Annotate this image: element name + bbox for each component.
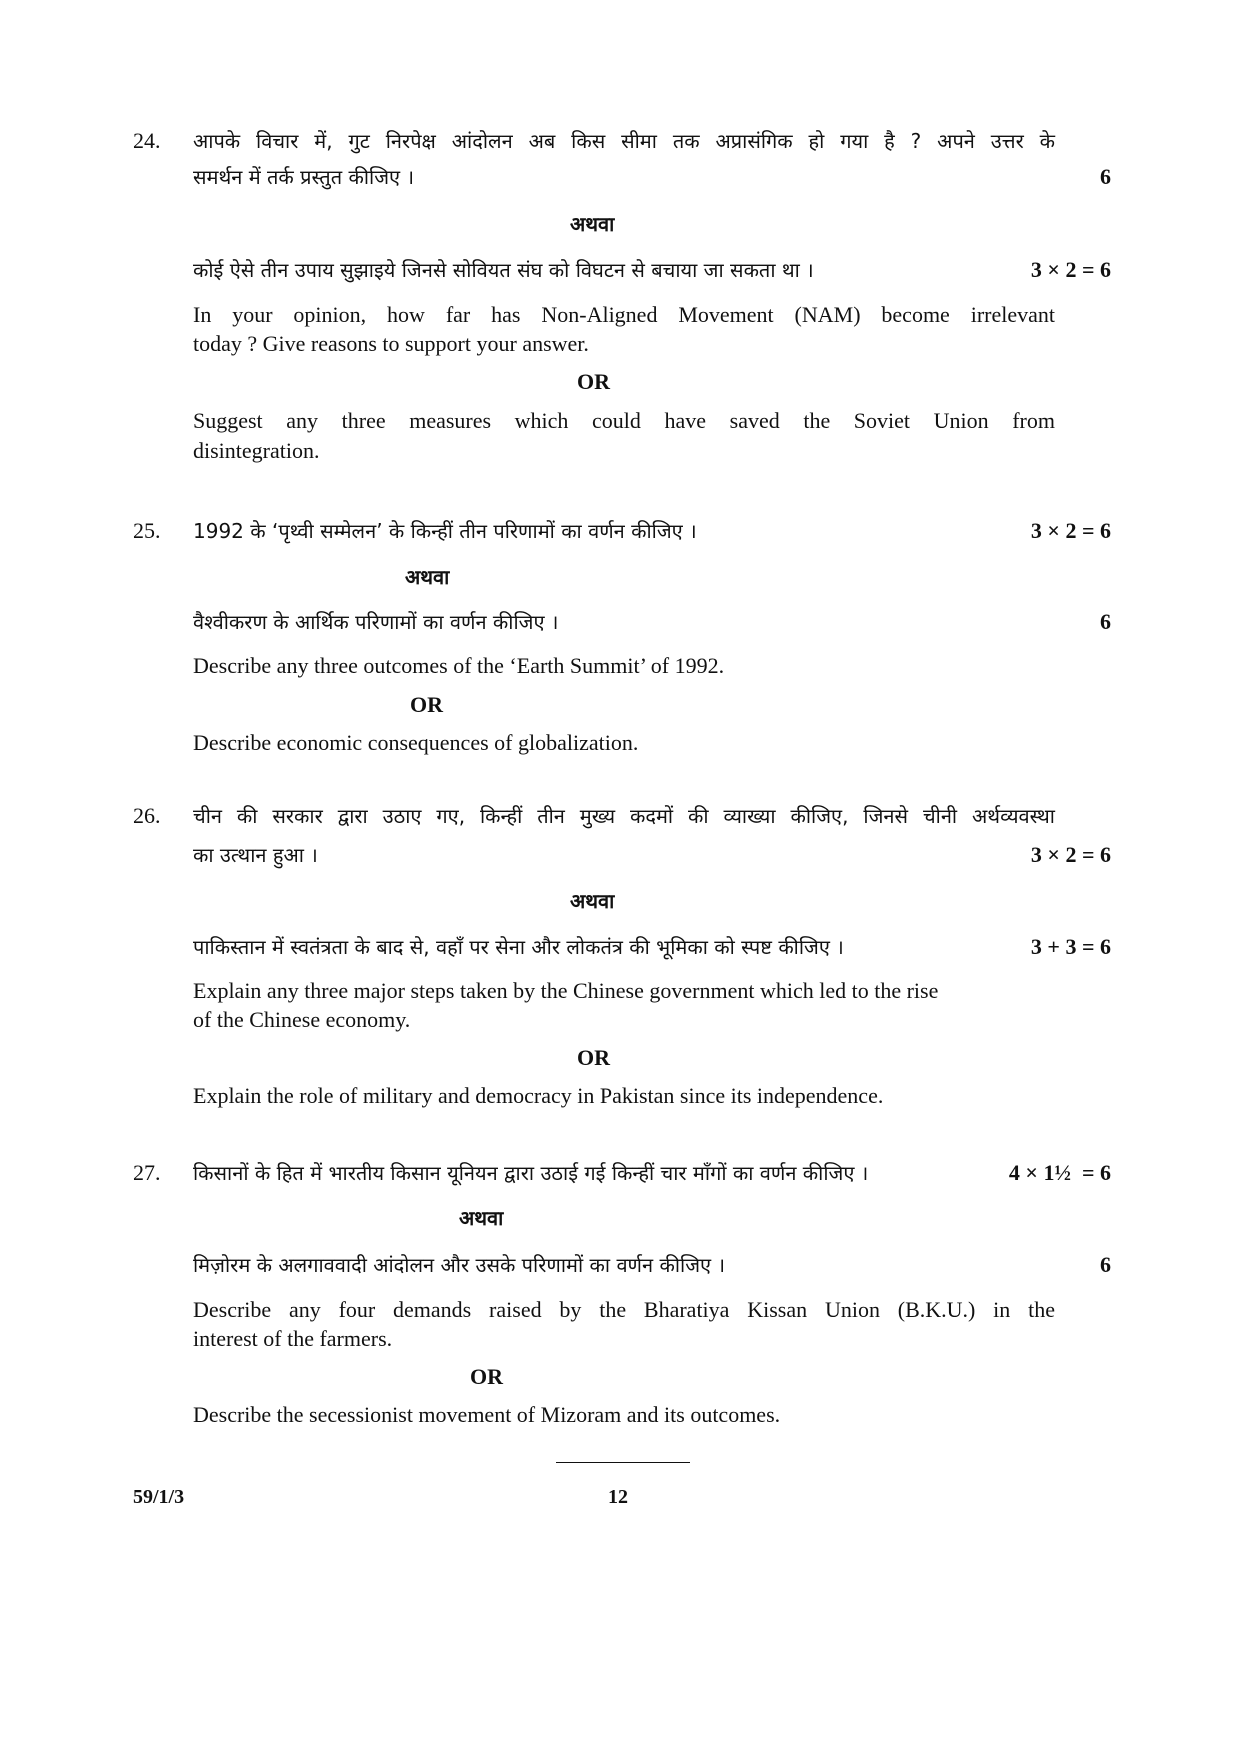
english-question-text-cont: today ? Give reasons to support your answer.	[193, 331, 589, 356]
or-separator-english: OR	[470, 1364, 503, 1389]
or-separator-hindi: अथवा	[459, 1206, 504, 1230]
english-question-text: Explain any three major steps taken by the Chinese government which led to the rise	[193, 978, 939, 1003]
hindi-question-text: आपके विचार में, गुट निरपेक्ष आंदोलन अब किस सीमा तक अप्रासंगिक हो गया है ? अपने उत्तर के	[193, 129, 1055, 153]
english-question-text-cont: interest of the farmers.	[193, 1326, 393, 1351]
english-alternative-text: Describe the secessionist movement of Mizoram and its outcomes.	[193, 1402, 781, 1427]
hindi-alternative-text: वैश्वीकरण के आर्थिक परिणामों का वर्णन कीजिए ।	[193, 610, 559, 634]
hindi-question-text: किसानों के हित में भारतीय किसान यूनियन द्वारा उठाई गई किन्हीं चार माँगों का वर्णन कीजिए ।	[193, 1161, 869, 1185]
hindi-question-text: 1992 के ‘पृथ्वी सम्मेलन’ के किन्हीं तीन परिणामों का वर्णन कीजिए ।	[193, 519, 697, 543]
or-separator-hindi: अथवा	[570, 212, 615, 236]
or-separator-hindi: अथवा	[405, 565, 450, 589]
question-number: 27.	[133, 1160, 161, 1185]
english-question-text: Describe any three outcomes of the ‘Earth Summit’ of 1992.	[193, 653, 725, 678]
english-question-text-cont: of the Chinese economy.	[193, 1007, 411, 1032]
question-number: 24.	[133, 128, 161, 153]
hindi-alternative-text: पाकिस्तान में स्वतंत्रता के बाद से, वहाँ पर सेना और लोकतंत्र की भूमिका को स्पष्ट कीजिए ।	[193, 935, 844, 959]
english-alternative-text: Explain the role of military and democracy in Pakistan since its independence.	[193, 1083, 884, 1108]
hindi-question-text-cont: का उत्थान हुआ ।	[193, 843, 318, 867]
question-number: 25.	[133, 518, 161, 543]
marks-label: 3 × 2 = 6	[1030, 257, 1111, 282]
or-separator-english: OR	[410, 692, 443, 717]
english-alternative-text: Suggest any three measures which could have saved the Soviet Union from	[193, 408, 1055, 433]
paper-code: 59/1/3	[133, 1486, 185, 1508]
marks-label: 6	[1100, 609, 1111, 634]
question-number: 26.	[133, 803, 161, 828]
marks-label: 3 × 2 = 6	[1030, 842, 1111, 867]
marks-label: 6	[1100, 164, 1111, 189]
or-separator-hindi: अथवा	[570, 889, 615, 913]
marks-label: 6	[1100, 1252, 1111, 1277]
or-separator-english: OR	[577, 369, 610, 394]
marks-label: 4 × 1½ = 6	[1008, 1160, 1111, 1185]
english-alternative-text-cont: disintegration.	[193, 438, 320, 463]
marks-label: 3 + 3 = 6	[1030, 934, 1111, 959]
or-separator-english: OR	[577, 1045, 610, 1070]
marks-label: 3 × 2 = 6	[1030, 518, 1111, 543]
hindi-question-text: चीन की सरकार द्वारा उठाए गए, किन्हीं तीन मुख्य कदमों की व्याख्या कीजिए, जिनसे चीनी अर्थव्यवस्था	[193, 804, 1055, 828]
english-alternative-text: Describe economic consequences of globalization.	[193, 730, 639, 755]
hindi-question-text-cont: समर्थन में तर्क प्रस्तुत कीजिए ।	[193, 165, 415, 189]
hindi-alternative-text: कोई ऐसे तीन उपाय सुझाइये जिनसे सोवियत संघ को विघटन से बचाया जा सकता था ।	[193, 258, 814, 282]
english-question-text: In your opinion, how far has Non-Aligned Movement (NAM) become irrelevant	[193, 302, 1055, 327]
english-question-text: Describe any four demands raised by the Bharatiya Kissan Union (B.K.U.) in the	[193, 1297, 1055, 1322]
end-divider	[556, 1462, 690, 1463]
hindi-alternative-text: मिज़ोरम के अलगाववादी आंदोलन और उसके परिणामों का वर्णन कीजिए ।	[193, 1253, 726, 1277]
page-number: 12	[608, 1486, 628, 1508]
